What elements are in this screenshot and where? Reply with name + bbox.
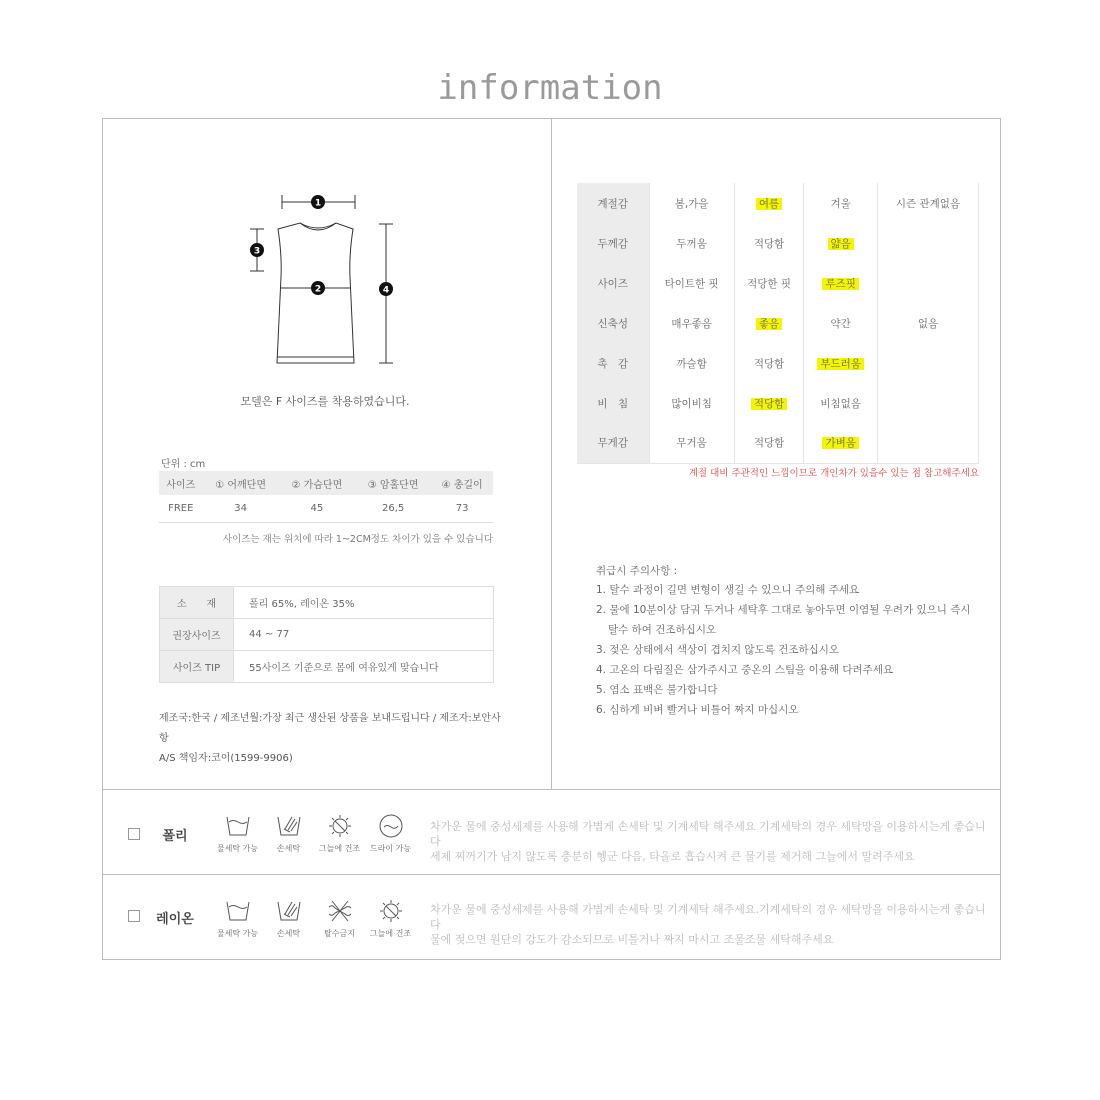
care-icon-item — [365, 813, 416, 854]
material-key: 사이즈 TIP — [160, 651, 234, 683]
characteristic-cell — [878, 303, 979, 343]
characteristic-cell — [649, 183, 734, 223]
characteristic-cell — [804, 263, 878, 303]
care-list — [596, 580, 976, 720]
characteristic-cell — [734, 383, 804, 423]
size-table — [159, 471, 493, 523]
fabric-checkbox[interactable] — [128, 910, 140, 922]
fabric-checkbox[interactable] — [128, 828, 140, 840]
size-header: 사이즈 — [159, 471, 203, 495]
material-value: 44 ~ 77 — [234, 619, 494, 651]
characteristic-option: 없음 — [917, 317, 939, 330]
characteristic-cell — [804, 343, 878, 383]
care-icon-label: 드라이 가능 — [369, 844, 412, 853]
characteristic-cell — [734, 263, 804, 303]
page-title: information — [437, 68, 663, 108]
unit-label: 단위 : cm — [161, 459, 206, 470]
characteristic-cell — [734, 223, 804, 263]
marker-4: 4 — [382, 285, 390, 296]
care-icon-label: 손세탁 — [276, 929, 301, 938]
fabric-name: 레이온 — [156, 912, 194, 927]
characteristics-table — [577, 183, 979, 464]
characteristic-label: 비 침 — [577, 383, 649, 423]
characteristic-cell — [734, 303, 804, 343]
size-cell: 45 — [279, 495, 355, 522]
wash-instructions — [430, 902, 990, 947]
shade-dry-icon — [327, 813, 353, 839]
size-cell: 34 — [203, 495, 279, 522]
characteristic-option: 매우좋음 — [671, 317, 712, 330]
water-wash-icon — [225, 813, 251, 839]
marker-3: 3 — [253, 246, 261, 257]
size-header: ② 가슴단면 — [279, 471, 355, 495]
wash-instructions — [430, 819, 990, 864]
characteristic-cell — [804, 303, 878, 343]
no-wring-icon — [327, 898, 353, 924]
care-icon-item — [263, 813, 314, 854]
manufacturer-line: 제조국:한국 / 제조년월:가장 최근 생산된 상품을 보내드립니다 / 제조자:보안사항 — [159, 713, 501, 744]
characteristic-cell — [649, 223, 734, 263]
care-icon-label: 그늘에 건조 — [369, 929, 412, 938]
care-icon-item — [314, 813, 365, 854]
characteristic-option: 두꺼움 — [676, 237, 707, 250]
hand-wash-icon — [276, 813, 302, 839]
list-item: 탈수 하여 건조하십시오 — [608, 624, 717, 636]
characteristic-label: 두께감 — [577, 223, 649, 263]
characteristic-option: 시즌 관계없음 — [895, 197, 961, 210]
size-header: ④ 총길이 — [431, 471, 493, 495]
list-item: 5. 염소 표백은 불가합니다 — [596, 684, 718, 696]
list-item: 3. 젖은 상태에서 색상이 겹치지 않도록 건조하십시오 — [596, 644, 840, 656]
characteristic-cell — [878, 223, 979, 263]
size-header: ③ 암홀단면 — [355, 471, 431, 495]
material-table — [159, 586, 494, 683]
characteristic-cell — [649, 303, 734, 343]
characteristic-label: 신축성 — [577, 303, 649, 343]
vertical-divider — [551, 118, 552, 790]
selected-option: 부드러움 — [817, 358, 864, 370]
table-row — [577, 383, 979, 423]
table-row — [577, 263, 979, 303]
list-item: 6. 심하게 비벼 빨거나 비틀어 짜지 마십시오 — [596, 704, 799, 716]
table-row — [577, 183, 979, 223]
characteristic-cell — [804, 223, 878, 263]
table-row — [577, 303, 979, 343]
characteristic-label: 사이즈 — [577, 263, 649, 303]
as-contact-line: A/S 책임자:코이(1599-9906) — [159, 753, 293, 764]
care-icon-label: 탈수금지 — [324, 929, 355, 938]
material-key: 권장사이즈 — [160, 619, 234, 651]
characteristic-option: 봄,가을 — [674, 197, 709, 210]
wash-text-line: 차가운 물에 중성세제를 사용해 가볍게 손세탁 및 기계세탁 해주세요.기계세탁의 경우 세탁망을 이용하시는게 좋습니다 — [430, 903, 986, 931]
list-item: 1. 탈수 과정이 길면 변형이 생길 수 있으니 주의해 주세요 — [596, 584, 860, 596]
characteristic-cell — [734, 183, 804, 223]
care-icon-item — [263, 898, 314, 939]
size-header: ① 어깨단면 — [203, 471, 279, 495]
characteristic-label: 계절감 — [577, 183, 649, 223]
characteristic-option: 적당함 — [753, 437, 785, 450]
characteristic-cell — [878, 423, 979, 463]
care-icons — [212, 898, 416, 939]
characteristic-cell — [804, 383, 878, 423]
characteristic-option: 적당한 핏 — [747, 277, 791, 290]
table-row — [160, 651, 494, 683]
manufacturer-info — [159, 709, 509, 769]
table-row — [160, 619, 494, 651]
size-cell: 73 — [431, 495, 493, 522]
size-cell: FREE — [159, 495, 203, 522]
water-wash-icon — [225, 898, 251, 924]
characteristic-cell — [878, 183, 979, 223]
material-key: 소 재 — [160, 587, 234, 619]
characteristic-cell — [649, 423, 734, 463]
characteristic-option: 비침없음 — [820, 397, 861, 410]
characteristic-label: 촉 감 — [577, 343, 649, 383]
fabric-name: 폴리 — [162, 829, 188, 844]
characteristic-option: 적당함 — [753, 357, 785, 370]
characteristics-note: 계절 대비 주관적인 느낌이므로 개인차가 있을수 있는 점 참고해주세요 — [688, 468, 979, 479]
size-note: 사이즈는 재는 위치에 따라 1~2CM정도 차이가 있을 수 있습니다 — [222, 534, 493, 545]
characteristic-cell — [734, 423, 804, 463]
table-row — [577, 423, 979, 463]
table-row — [577, 343, 979, 383]
care-icon-label: 물세탁 가능 — [216, 844, 259, 853]
selected-option: 얇음 — [828, 238, 854, 250]
model-size-note: 모델은 F 사이즈를 착용하였습니다. — [240, 395, 410, 408]
list-item: 2. 물에 10분이상 담궈 두거나 세탁후 그대로 놓아두면 이염될 우려가 있으니 즉시 — [596, 604, 971, 616]
table-row — [577, 223, 979, 263]
hand-wash-icon — [276, 898, 302, 924]
characteristic-cell — [649, 263, 734, 303]
wash-row-poly — [102, 790, 1001, 875]
dry-clean-icon — [378, 813, 404, 839]
characteristic-option: 겨울 — [830, 197, 851, 210]
wash-text-line: 세제 찌꺼기가 남지 않도록 충분히 헹군 다음, 타올로 흡습시켜 큰 물기를 제거해 그늘에서 말려주세요 — [430, 850, 915, 863]
marker-2: 2 — [314, 284, 322, 295]
characteristic-cell — [804, 423, 878, 463]
characteristic-option: 무거움 — [676, 437, 707, 450]
wash-row-rayon — [102, 875, 1001, 960]
selected-option: 가벼움 — [822, 437, 858, 449]
care-icon-label: 물세탁 가능 — [216, 929, 259, 938]
table-row — [159, 495, 493, 522]
wash-text-line: 차가운 물에 중성세제를 사용해 가볍게 손세탁 및 기계세탁 해주세요 기계세탁의 경우 세탁망을 이용하시는게 좋습니다 — [430, 820, 986, 848]
care-icon-item — [365, 898, 416, 939]
care-icon-item — [212, 898, 263, 939]
characteristic-option: 까슬함 — [676, 357, 707, 370]
characteristic-cell — [878, 263, 979, 303]
characteristic-cell — [649, 343, 734, 383]
characteristic-cell — [804, 183, 878, 223]
material-value: 폴리 65%, 레이온 35% — [234, 587, 494, 619]
care-icon-item — [314, 898, 365, 939]
characteristic-label: 무게감 — [577, 423, 649, 463]
shade-dry-icon — [378, 898, 404, 924]
material-value: 55사이즈 기준으로 몸에 여유있게 맞습니다 — [234, 651, 494, 683]
selected-option: 여름 — [756, 198, 782, 210]
care-icon-item — [212, 813, 263, 854]
characteristic-cell — [649, 383, 734, 423]
care-icons — [212, 813, 416, 854]
characteristic-option: 많이비침 — [671, 397, 712, 410]
characteristic-option: 적당함 — [753, 237, 785, 250]
care-icon-label: 손세탁 — [276, 844, 301, 853]
characteristic-cell — [734, 343, 804, 383]
list-item: 4. 고온의 다림질은 삼가주시고 중온의 스팀을 이용해 다려주세요 — [596, 664, 894, 676]
table-row — [160, 587, 494, 619]
characteristic-cell — [878, 343, 979, 383]
characteristic-option: 타이트한 핏 — [664, 277, 719, 290]
selected-option: 좋음 — [756, 318, 782, 330]
care-title: 취급시 주의사항 : — [596, 565, 678, 577]
wash-text-line: 물에 젖으면 원단의 강도가 감소되므로 비틀거나 짜지 마시고 조물조물 세탁해주세요 — [430, 933, 834, 946]
characteristic-cell — [878, 383, 979, 423]
care-icon-label: 그늘에 건조 — [318, 844, 361, 853]
selected-option: 루즈핏 — [822, 278, 858, 290]
size-cell: 26,5 — [355, 495, 431, 522]
marker-1: 1 — [314, 198, 322, 209]
garment-measurement-diagram — [240, 185, 410, 375]
characteristic-option: 약간 — [830, 317, 851, 330]
selected-option: 적당함 — [751, 398, 787, 410]
